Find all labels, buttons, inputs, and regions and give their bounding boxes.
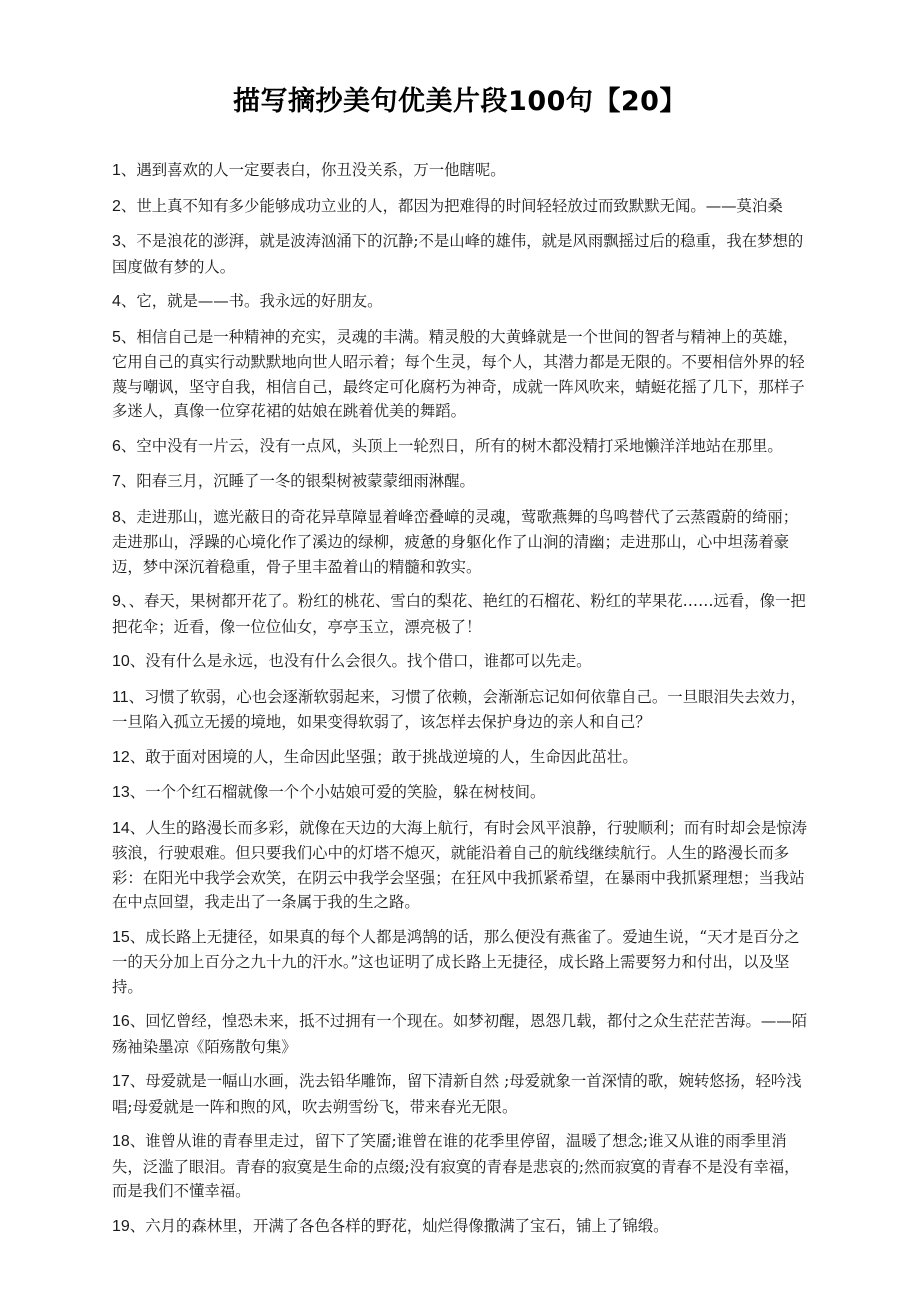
list-item [112,469,812,495]
item-separator: 、 [120,327,137,346]
item-number: 15 [112,928,130,946]
item-text: 走进那山，遮光蔽日的奇花异草障显着峰峦叠嶂的灵魂，莺歌燕舞的鸟鸣替代了云蒸霞蔚的绮丽；走进那山，浮躁的心境化作了溪边的绿柳，疲惫的身躯化作了山涧的清幽；走进那山，心中坦荡着豪迈，梦中深沉着稳重，骨子里丰盈着山的精髓和敦实。 [112,507,799,576]
item-number: 7 [112,473,121,490]
item-text: 没有什么是永远，也没有什么会很久。找个借口，谁都可以先走。 [145,652,592,670]
item-number: 2 [112,197,121,215]
item-separator: 、 [120,232,137,250]
list-item [112,505,812,580]
list-item [112,1214,812,1240]
list-item [112,434,812,460]
list-item [112,925,812,1000]
item-separator: 、 [120,592,129,610]
item-text: 人生的路漫长而多彩，就像在天边的大海上航行，有时会风平浪静，行驶顺利；而有时却会是惊涛骇浪，行驶艰难。但只要我们心中的灯塔不熄灭，就能沿着自己的航线继续航行。人生的路漫长而多彩：在阳光中我学会欢笑，在阴云中我学会坚强；在狂风中我抓紧希望，在暴雨中我抓紧理想；当我站在中点回望，我走出了一条属于我的生之路。 [112,818,808,911]
item-number: 1 [112,162,121,179]
list-item [112,158,812,184]
item-number: 19 [112,1217,130,1235]
item-separator: 、 [120,507,137,526]
item-number: 16 [112,1013,130,1030]
list-item [112,229,812,279]
item-text: 不是浪花的澎湃，就是波涛汹涌下的沉静;不是山峰的雄伟，就是风雨飘摇过后的稳重，我在梦想的国度做有梦的人。 [112,232,804,276]
item-text: 六月的森林里，开满了各色各样的野花，灿烂得像撒满了宝石，铺上了锦缎。 [145,1216,669,1235]
item-number: 4 [112,293,121,310]
item-text: 相信自己是一种精神的充实，灵魂的丰满。精灵般的大黄蜂就是一个世间的智者与精神上的英雄，它用自己的真实行动默默地向世人昭示着；每个生灵，每个人，其潜力都是无限的。不要相信外界的轻蔑与嘲讽，坚守自我，相信自己，最终定可化腐朽为神奇，成就一阵风吹来，蜻蜓花摇了几下，那样子多迷人，真像一位穿花裙的姑娘在跳着优美的舞蹈。 [112,327,805,420]
item-number: 9 [112,593,121,610]
item-text: 遇到喜欢的人一定要表白，你丑没关系，万一他瞎呢。 [136,161,506,179]
item-separator: 、 [129,783,146,801]
item-separator: 、 [129,747,146,766]
list-item [112,745,812,771]
list-item [112,194,812,220]
list-item [112,816,812,915]
item-separator: 、 [120,436,137,455]
item-separator: 、 [120,472,137,490]
item-number: 11 [112,688,129,706]
item-number: 3 [112,233,121,250]
item-text: 一个个红石榴就像一个个小姑娘可爱的笑脸，躲在树枝间。 [145,783,546,801]
item-text: 成长路上无捷径，如果真的每个人都是鸿鹄的话，那么便没有燕雀了。爱迪生说，“天才是百分之一的天分加上百分之九十九的汗水。”这也证明了成长路上无捷径，成长路上需要努力和付出，以及坚持。 [112,927,800,996]
list-item [112,325,812,424]
item-text: 母爱就是一幅山水画，洗去铅华雕饰，留下清新自然 ;母爱就象一首深情的歌，婉转悠扬，轻吟浅唱;母爱就是一阵和煦的风，吹去朔雪纷飞，带来春光无限。 [112,1072,802,1116]
sentence-list [112,158,812,1249]
item-number: 12 [112,748,130,766]
item-number: 17 [112,1073,130,1090]
item-number: 14 [112,819,130,837]
item-number: 13 [112,784,130,801]
list-item [112,780,812,806]
list-item [112,589,812,639]
item-separator: 、 [120,161,137,179]
item-separator: 、 [129,818,146,837]
item-number: 18 [112,1133,130,1150]
item-separator: 、 [129,927,146,946]
item-separator: 、 [120,292,137,310]
list-item [112,649,812,675]
list-item [112,289,812,315]
list-item [112,1129,812,1204]
item-separator: 、 [129,1012,146,1030]
item-number: 10 [112,653,130,670]
item-number: 6 [112,437,121,455]
item-text: 、春天，果树都开花了。粉红的桃花、雪白的梨花、艳红的石榴花、粉红的苹果花……远看，像一把把花伞；近看，像一位位仙女，亭亭玉立，漂亮极了！ [112,592,806,636]
item-number: 5 [112,328,121,346]
list-item [112,1069,812,1119]
item-text: 敢于面对困境的人，生命因此坚强；敢于挑战逆境的人，生命因此茁壮。 [145,747,638,766]
item-text: 空中没有一片云，没有一点风，头顶上一轮烈日，所有的树木都没精打采地懒洋洋地站在那里。 [136,436,783,455]
item-text: 回忆曾经，惶恐未来，抵不过拥有一个现在。如梦初醒，恩怨几载，都付之众生茫茫苦海。——陌殇袖染墨凉《陌殇散句集》 [112,1012,808,1056]
item-number: 8 [112,508,121,526]
item-text: 习惯了软弱，心也会逐渐软弱起来，习惯了依赖，会渐渐忘记如何依靠自己。一旦眼泪失去效力，一旦陷入孤立无援的境地，如果变得软弱了，该怎样去保护身边的亲人和自己？ [112,687,806,731]
item-separator: 、 [129,652,146,670]
item-separator: 、 [120,196,137,215]
list-item [112,1009,812,1059]
item-text: 它，就是——书。我永远的好朋友。 [136,292,383,310]
item-text: 谁曾从谁的青春里走过，留下了笑靥;谁曾在谁的花季里停留，温暖了想念;谁又从谁的雨季里消失，泛滥了眼泪。青春的寂寞是生命的点缀;没有寂寞的青春是悲哀的;然而寂寞的青春不是没有幸福，而是我们不懂幸福。 [112,1132,800,1200]
item-text: 阳春三月，沉睡了一冬的银梨树被蒙蒙细雨淋醒。 [136,472,475,490]
list-item [112,685,812,735]
item-separator: 、 [129,1132,146,1150]
item-separator: 、 [129,1072,146,1090]
item-text: 世上真不知有多少能够成功立业的人，都因为把难得的时间轻轻放过而致默默无闻。——莫泊桑 [136,196,783,215]
document-title: 描写摘抄美句优美片段100句【20】 [233,86,687,117]
item-separator: 、 [129,1216,146,1235]
item-separator: 、 [128,687,145,706]
